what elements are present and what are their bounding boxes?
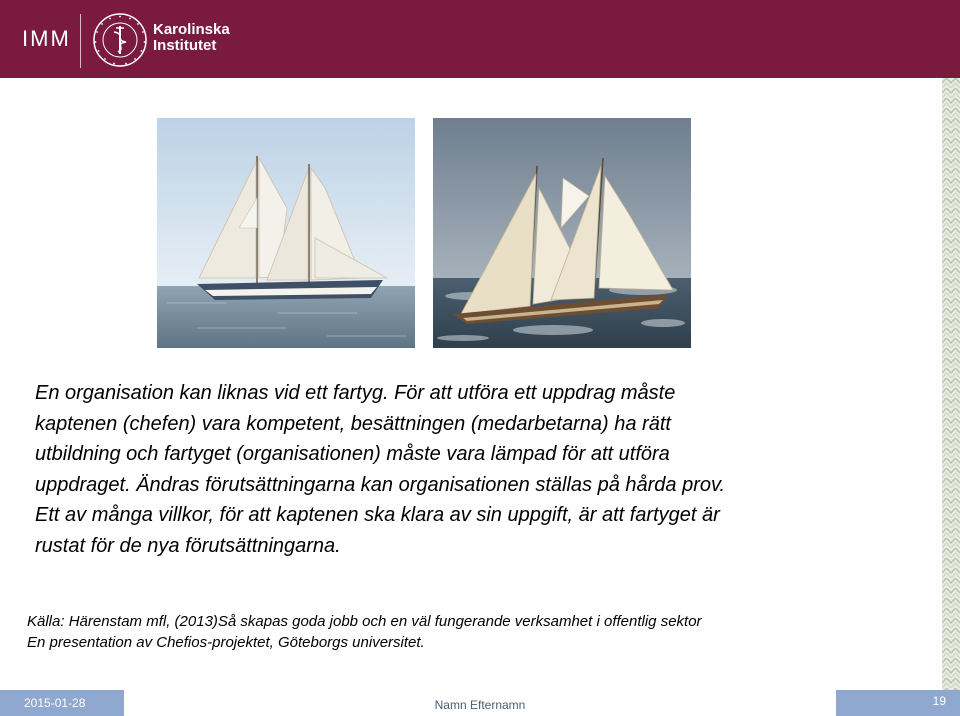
main-line: kaptenen (chefen) vara kompetent, besättningen (medarbetarna) ha rätt <box>35 412 671 435</box>
main-line: utbildning och fartyget (organisationen) måste vara lämpad för att utföra <box>35 443 670 466</box>
footer-bar <box>0 690 960 716</box>
institution-name-line2: Institutet <box>153 37 217 54</box>
decorative-side-strip <box>942 78 960 690</box>
main-paragraph <box>35 378 915 562</box>
schooner-calm-sea-photo <box>157 118 415 348</box>
footer-author-name: Namn Efternamn <box>124 690 836 716</box>
source-line: En presentation av Chefios-projektet, Göteborgs universitet. <box>27 633 425 651</box>
source-citation <box>27 612 927 653</box>
main-line: En organisation kan liknas vid ett fartyg. För att utföra ett uppdrag måste <box>35 382 676 404</box>
header-bar <box>0 0 960 78</box>
department-label: IMM <box>22 26 71 51</box>
source-line: Källa: Härenstam mfl, (2013)Så skapas goda jobb och en väl fungerande verksamhet i offentlig sektor <box>27 613 702 630</box>
institution-name-line1: Karolinska <box>153 21 230 38</box>
main-line: Ett av många villkor, för att kaptenen ska klara av sin uppgift, är att fartyget är <box>35 504 720 527</box>
institution-name <box>153 22 230 54</box>
karolinska-seal-logo <box>92 12 148 68</box>
footer-date: 2015-01-28 <box>0 690 124 716</box>
main-line: rustat för de nya förutsättningarna. <box>35 534 341 557</box>
schooner-rough-sea-photo <box>433 118 691 348</box>
main-line: uppdraget. Ändras förutsättningarna kan organisationen ställas på hårda prov. <box>35 473 726 496</box>
header-divider <box>80 14 81 68</box>
footer-page-number: 19 <box>836 690 960 716</box>
